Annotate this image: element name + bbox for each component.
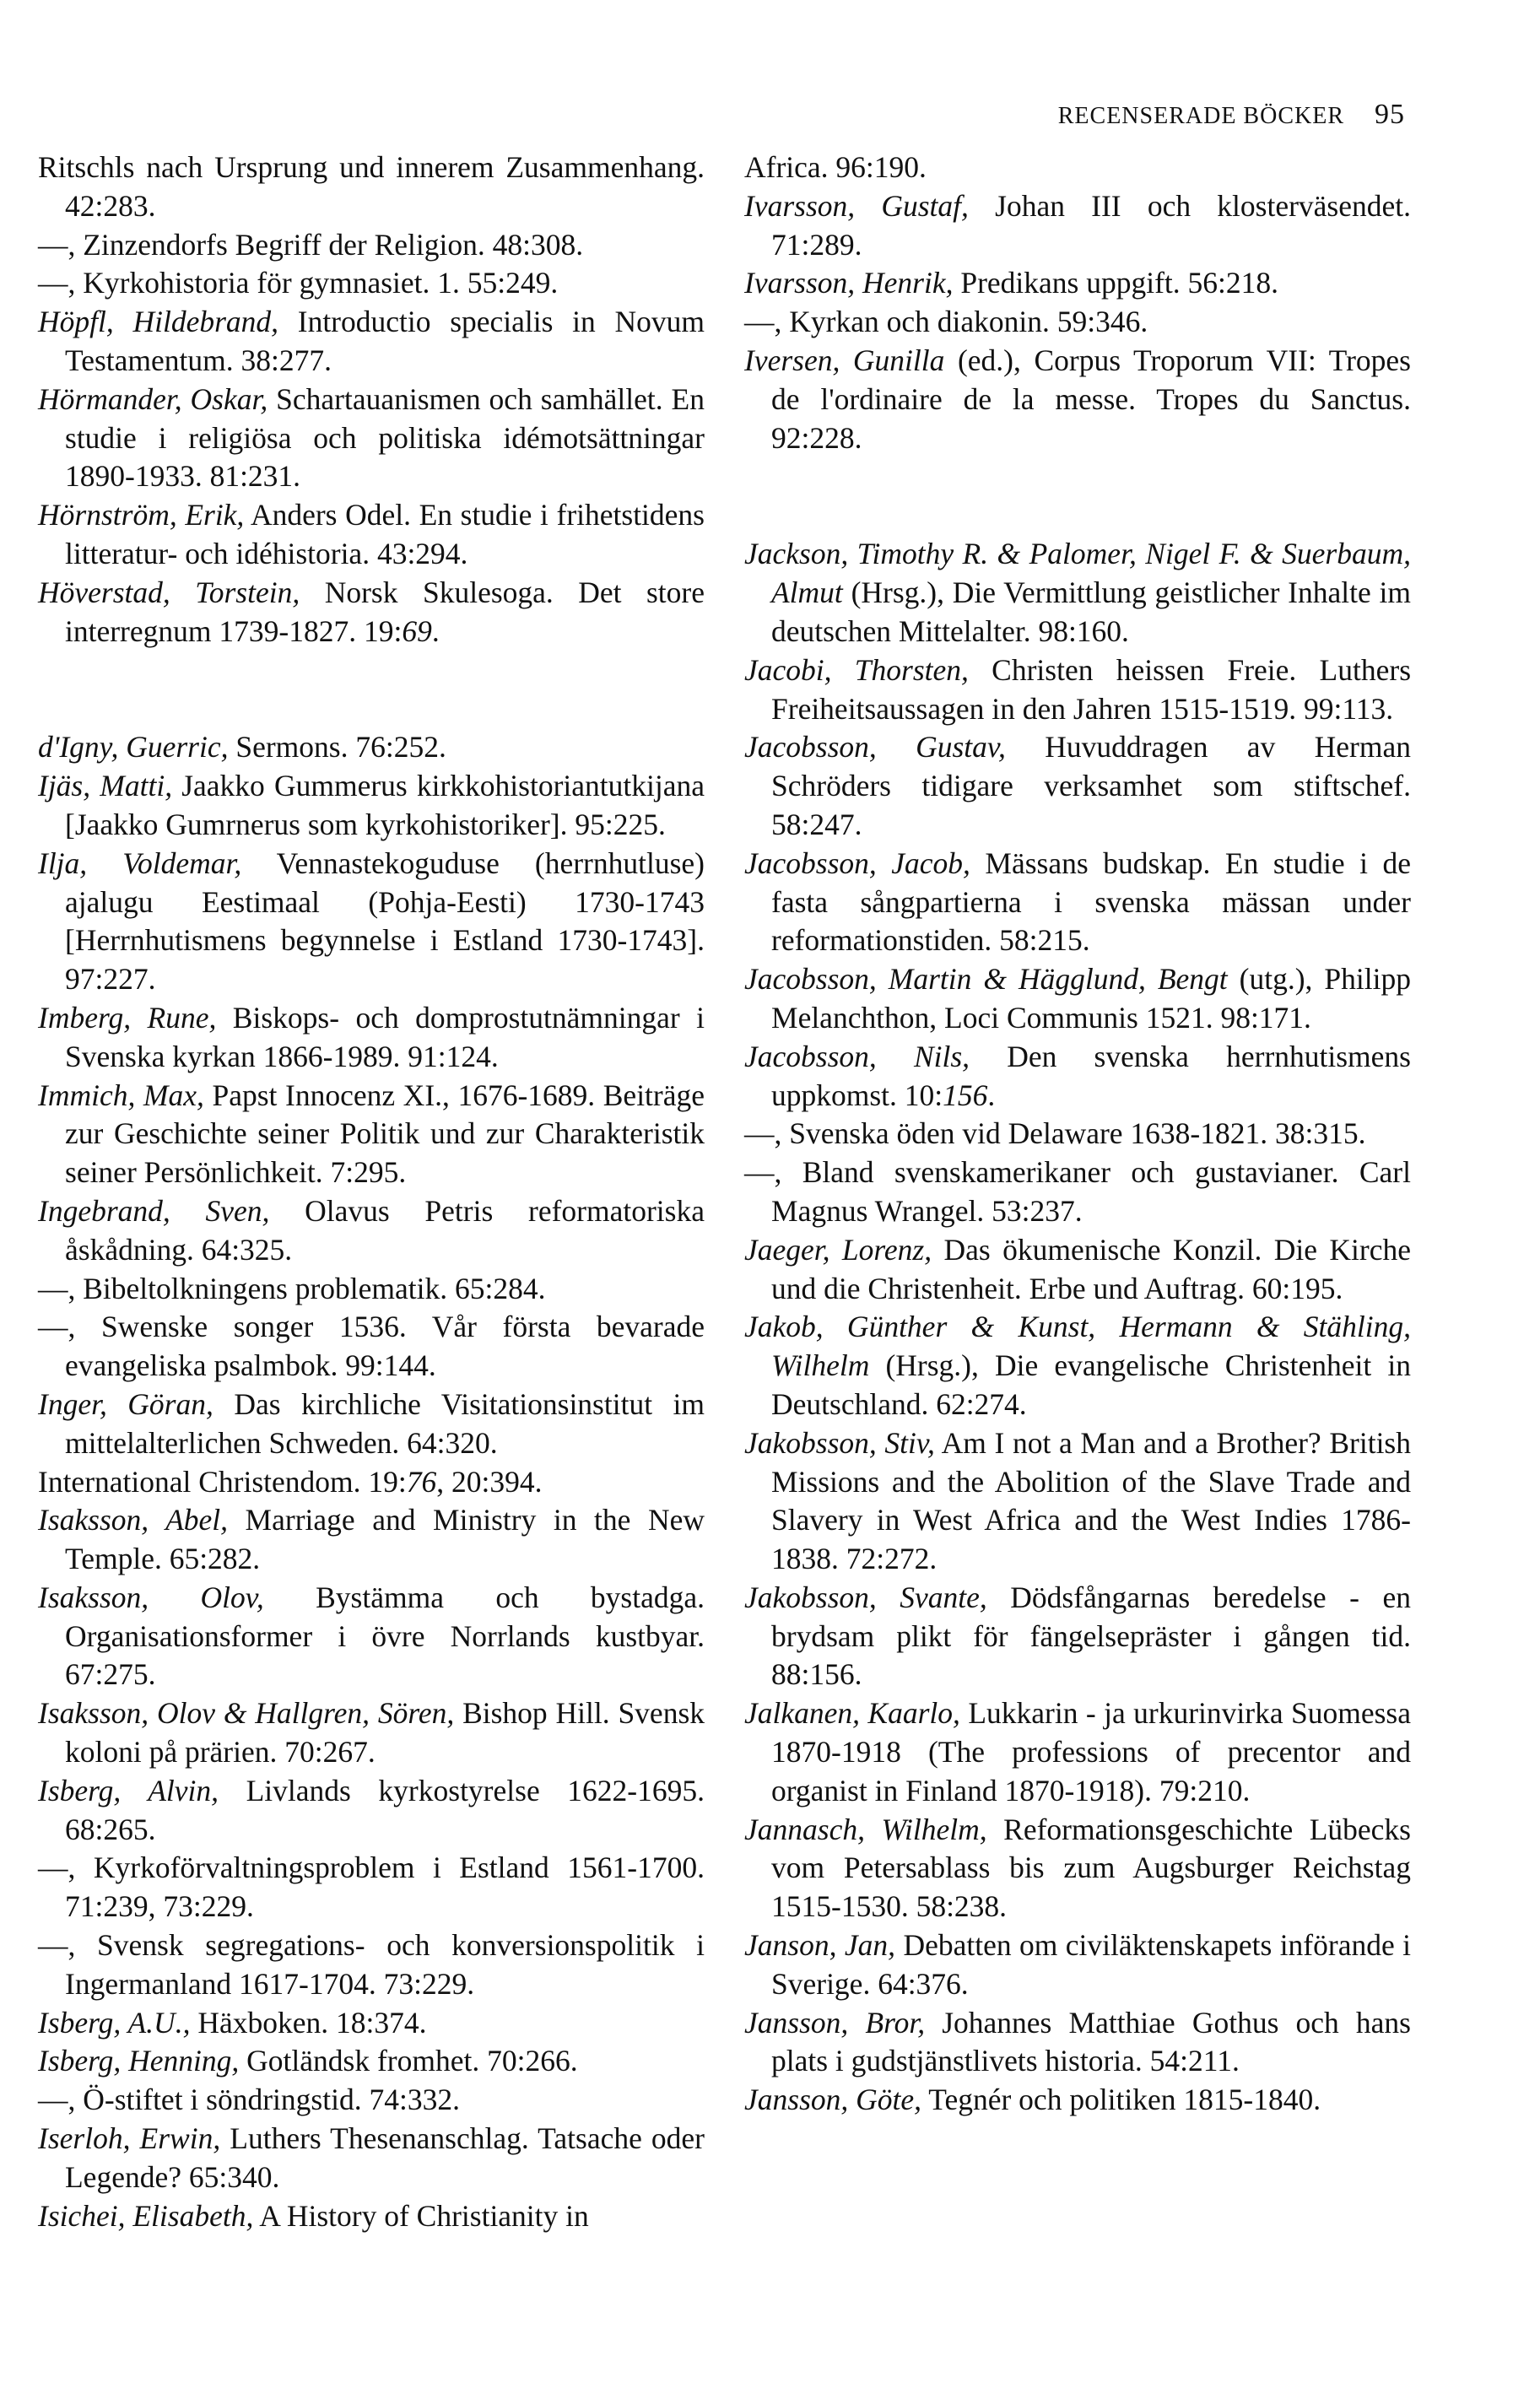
index-entry: [38, 1772, 705, 1850]
entry-text: Sermons. 76:252.: [228, 730, 446, 765]
entry-text-end: .: [987, 1078, 996, 1112]
entry-author: Ivarsson, Gustaf,: [744, 188, 969, 223]
entry-author: Jakob, Günther & Kunst, Hermann & Stähling, Wilhelm: [744, 1310, 1411, 1383]
entry-text: (utg.), Philipp Melanchthon, Loci Communis 1521. 98:171.: [771, 962, 1411, 1035]
index-entry: [744, 1154, 1411, 1231]
entry-text: Lukkarin - ja urkurinvirka Suomessa 1870-1918 (The professions of precentor and organist in Finland 1870-1918). 79:210.: [771, 1696, 1411, 1807]
entry-text: Marriage and Ministry in the New Temple. 65:282.: [65, 1503, 705, 1576]
index-entry: [38, 303, 705, 381]
entry-text: —, Kyrkoförvaltningsproblem i Estland 1561-1700. 71:239, 73:229.: [38, 1851, 705, 1924]
index-entry: [38, 1270, 705, 1309]
entry-author: Isichei, Elisabeth,: [38, 2198, 254, 2233]
index-entry: [744, 1811, 1411, 1926]
index-entry: [744, 342, 1411, 457]
index-entry: [38, 1463, 705, 1502]
index-entry: [38, 1077, 705, 1192]
entry-author: Isaksson, Abel,: [38, 1503, 228, 1537]
running-header: [1058, 99, 1405, 131]
entry-author: Jaeger, Lorenz,: [744, 1232, 932, 1267]
index-entry: [744, 1424, 1411, 1579]
entry-text: International Christendom. 19:: [38, 1464, 407, 1499]
entry-text: Jaakko Gummerus kirkkohistoriantutkijana [Jaakko Gumrnerus som kyrkohistoriker]. 95:225.: [65, 769, 705, 841]
entry-author: Hörmander, Oskar,: [38, 381, 268, 416]
index-column-right: [744, 149, 1411, 2120]
index-entry: [744, 845, 1411, 960]
index-entry: [38, 496, 705, 574]
entry-text: —, Kyrkan och diakonin. 59:346.: [744, 305, 1148, 339]
entry-italic-page: 156: [943, 1078, 988, 1112]
index-entry: [38, 149, 705, 226]
index-entry: [744, 535, 1411, 651]
index-entry: [38, 2042, 705, 2081]
page-number: 95: [1375, 99, 1405, 130]
entry-text: Bishop Hill. Svensk koloni på prärien. 70:267.: [65, 1696, 705, 1770]
entry-author: Jannasch, Wilhelm,: [744, 1812, 987, 1846]
entry-text: Häxboken. 18:374.: [190, 2005, 427, 2040]
index-entry: [38, 767, 705, 845]
entry-author: Jacobsson, Martin & Hägglund, Bengt: [744, 962, 1228, 997]
section-gap: [744, 457, 1411, 535]
entry-author: Ivarsson, Henrik,: [744, 266, 954, 300]
entry-italic-page: 69: [402, 613, 432, 648]
entry-text: —, Bland svenskamerikaner och gustavianer. Carl Magnus Wrangel. 53:237.: [744, 1155, 1411, 1228]
index-entry: [744, 1579, 1411, 1694]
entry-author: Hörnström, Erik,: [38, 498, 245, 532]
index-entry: [744, 1231, 1411, 1309]
index-entry: [38, 381, 705, 496]
entry-text: Johannes Matthiae Gothus och hans plats i gudstjänstlivets historia. 54:211.: [771, 2005, 1411, 2078]
entry-author: Jansson, Bror,: [744, 2005, 926, 2040]
index-entry: [38, 226, 705, 265]
entry-author: Ingebrand, Sven,: [38, 1193, 270, 1228]
index-entry: [744, 2004, 1411, 2082]
entry-text: Das ökumenische Konzil. Die Kirche und die Christenheit. Erbe und Auftrag. 60:195.: [771, 1232, 1411, 1305]
entry-author: Imberg, Rune,: [38, 1000, 217, 1035]
index-entry: [744, 1038, 1411, 1116]
entry-text: Bystämma och bystadga. Organisationsformer i övre Norrlands kustbyar. 67:275.: [65, 1580, 705, 1692]
index-entry: [744, 1926, 1411, 2004]
entry-author: Jacobsson, Nils,: [744, 1039, 970, 1073]
index-entry: [38, 845, 705, 999]
index-entry: [38, 264, 705, 303]
entry-text: Gotländsk fromhet. 70:266.: [239, 2044, 578, 2078]
entry-text: —, Bibeltolkningens problematik. 65:284.: [38, 1271, 546, 1305]
entry-text: Dödsfångarnas beredelse - en brydsam plikt för fängelsepräster i gången tid. 88:156.: [771, 1580, 1411, 1692]
index-entry: [744, 1115, 1411, 1154]
entry-author: Jakobsson, Stiv,: [744, 1425, 935, 1460]
entry-text: Reformationsgeschichte Lübecks vom Petersablass bis zum Augsburger Reichstag 1515-1530. 58:238.: [771, 1812, 1411, 1924]
entry-text: Olavus Petris reformatoriska åskådning. 64:325.: [65, 1193, 705, 1267]
entry-text: Africa. 96:190.: [744, 150, 927, 184]
entry-author: Jalkanen, Kaarlo,: [744, 1696, 960, 1731]
index-entry: [38, 1386, 705, 1463]
index-entry: [38, 2081, 705, 2120]
entry-text: Tegnér och politiken 1815-1840.: [921, 2083, 1321, 2117]
running-title: RECENSERADE BÖCKER: [1057, 103, 1344, 129]
entry-author: Isaksson, Olov & Hallgren, Sören,: [38, 1696, 455, 1731]
index-entry: [744, 187, 1411, 265]
index-entry: [744, 149, 1411, 187]
entry-text: Am I not a Man and a Brother? British Missions and the Abolition of the Slave Trade and Slavery in West Africa and the West Indies 1786-1838. 72:272.: [771, 1425, 1411, 1576]
entry-author: Ilja, Voldemar,: [38, 846, 242, 880]
entry-author: Immich, Max,: [38, 1078, 204, 1112]
entry-text: Debatten om civiläktenskapets införande i Sverige. 64:376.: [771, 1928, 1411, 2001]
entry-author: Janson, Jan,: [744, 1928, 896, 1963]
index-entry: [38, 574, 705, 651]
entry-author: Isberg, Alvin,: [38, 1773, 219, 1807]
index-entry: [38, 2197, 705, 2236]
index-entry: [744, 960, 1411, 1038]
index-entry: [38, 1192, 705, 1270]
entry-text: —, Svensk segregations- och konversionspolitik i Ingermanland 1617-1704. 73:229.: [38, 1928, 705, 2001]
entry-author: Jansson, Göte,: [744, 2083, 922, 2117]
entry-text: —, Kyrkohistoria för gymnasiet. 1. 55:249.: [38, 266, 559, 300]
index-entry: [38, 1308, 705, 1386]
index-entry: [744, 303, 1411, 342]
entry-author: Iversen, Gunilla: [744, 343, 945, 377]
entry-text-end: .: [431, 613, 440, 648]
index-entry: [38, 1579, 705, 1694]
entry-author: Höpfl, Hildebrand,: [38, 305, 279, 339]
entry-text: Livlands kyrkostyrelse 1622-1695. 68:265.: [65, 1773, 705, 1846]
index-entry: [744, 651, 1411, 729]
index-column-left: [38, 149, 705, 2235]
index-entry: [38, 1926, 705, 2004]
index-entry: [744, 1308, 1411, 1424]
entry-text: Ritschls nach Ursprung und innerem Zusammenhang. 42:283.: [38, 150, 705, 223]
entry-text: Norsk Skulesoga. Det store interregnum 1739-1827. 19:: [65, 575, 705, 648]
index-entry: [38, 728, 705, 767]
entry-text: —, Swenske songer 1536. Vår första bevarade evangeliska psalmbok. 99:144.: [38, 1310, 705, 1383]
entry-author: Jacobi, Thorsten,: [744, 652, 969, 687]
entry-italic-page: 76: [406, 1464, 437, 1499]
index-entry: [38, 2004, 705, 2043]
entry-text: (Hrsg.), Die Vermittlung geistlicher Inhalte im deutschen Mittelalter. 98:160.: [771, 575, 1411, 648]
entry-text: Christen heissen Freie. Luthers Freiheitsaussagen in den Jahren 1515-1519. 99:113.: [771, 652, 1412, 726]
entry-text: Papst Innocenz XI., 1676-1689. Beiträge zur Geschichte seiner Politik und zur Charakteristik seiner Persönlichkeit. 7:295.: [65, 1078, 705, 1190]
section-gap: [38, 651, 705, 728]
index-entry: [38, 1849, 705, 1926]
entry-text: Das kirchliche Visitationsinstitut im mittelalterlichen Schweden. 64:320.: [65, 1386, 705, 1460]
entry-text: Johan III och klosterväsendet. 71:289.: [771, 188, 1411, 262]
entry-text: —, Ö-stiftet i söndringstid. 74:332.: [38, 2083, 460, 2117]
index-entry: [744, 1694, 1411, 1810]
entry-text: —, Zinzendorfs Begriff der Religion. 48:308.: [38, 227, 584, 262]
entry-text-end: , 20:394.: [436, 1464, 543, 1499]
entry-text: Anders Odel. En studie i frihetstidens litteratur- och idéhistoria. 43:294.: [65, 498, 705, 570]
entry-author: Inger, Göran,: [38, 1386, 213, 1421]
entry-text: —, Svenska öden vid Delaware 1638-1821. 38:315.: [744, 1116, 1366, 1151]
entry-author: Isberg, Henning,: [38, 2044, 240, 2078]
entry-author: Iserloh, Erwin,: [38, 2121, 221, 2156]
entry-author: Jakobsson, Svante,: [744, 1580, 987, 1614]
entry-author: Jacobsson, Gustav,: [744, 730, 1006, 765]
entry-text: Predikans uppgift. 56:218.: [953, 266, 1279, 300]
entry-author: Ijäs, Matti,: [38, 769, 173, 803]
entry-author: Jackson, Timothy R. & Palomer, Nigel F. & Suerbaum, Almut: [744, 537, 1411, 610]
entry-text: Mässans budskap. En studie i de fasta sångpartierna i svenska mässan under reformationstiden. 58:215.: [771, 846, 1411, 958]
entry-author: d'Igny, Guerric,: [38, 730, 229, 765]
index-entry: [744, 2081, 1411, 2120]
entry-author: Höverstad, Torstein,: [38, 575, 300, 609]
entry-text: (Hrsg.), Die evangelische Christenheit in Deutschland. 62:274.: [771, 1348, 1411, 1421]
entry-text: Den svenska herrnhutismens uppkomst. 10:: [771, 1039, 1411, 1112]
index-entry: [38, 999, 705, 1077]
index-entry: [744, 264, 1411, 303]
entry-author: Isberg, A.U.,: [38, 2005, 191, 2040]
entry-text: A History of Christianity in: [253, 2198, 589, 2233]
entry-text: Huvuddragen av Herman Schröders tidigare verksamhet som stiftschef. 58:247.: [771, 730, 1411, 841]
entry-author: Jacobsson, Jacob,: [744, 846, 970, 880]
entry-author: Isaksson, Olov,: [38, 1580, 264, 1614]
entry-text: (ed.), Corpus Troporum VII: Tropes de l'ordinaire de la messe. Tropes du Sanctus. 92:228.: [771, 343, 1411, 455]
index-entry: [38, 1694, 705, 1772]
entry-text: Biskops- och domprostutnämningar i Svenska kyrkan 1866-1989. 91:124.: [65, 1000, 705, 1073]
entry-text: Luthers Thesenanschlag. Tatsache oder Legende? 65:340.: [65, 2121, 705, 2194]
entry-text: Schartauanismen och samhället. En studie i religiösa och politiska idémotsättningar 1890-1933. 81:231.: [65, 381, 705, 494]
entry-text: Introductio specialis in Novum Testamentum. 38:277.: [65, 305, 705, 377]
index-entry: [744, 728, 1411, 844]
entry-text: Vennastekoguduse (herrnhutluse) ajalugu Eestimaal (Pohja-Eesti) 1730-1743 [Herrnhutismens begynnelse i Estland 1730-1743]. 97:227.: [65, 846, 705, 997]
index-entry: [38, 2120, 705, 2197]
index-entry: [38, 1501, 705, 1579]
